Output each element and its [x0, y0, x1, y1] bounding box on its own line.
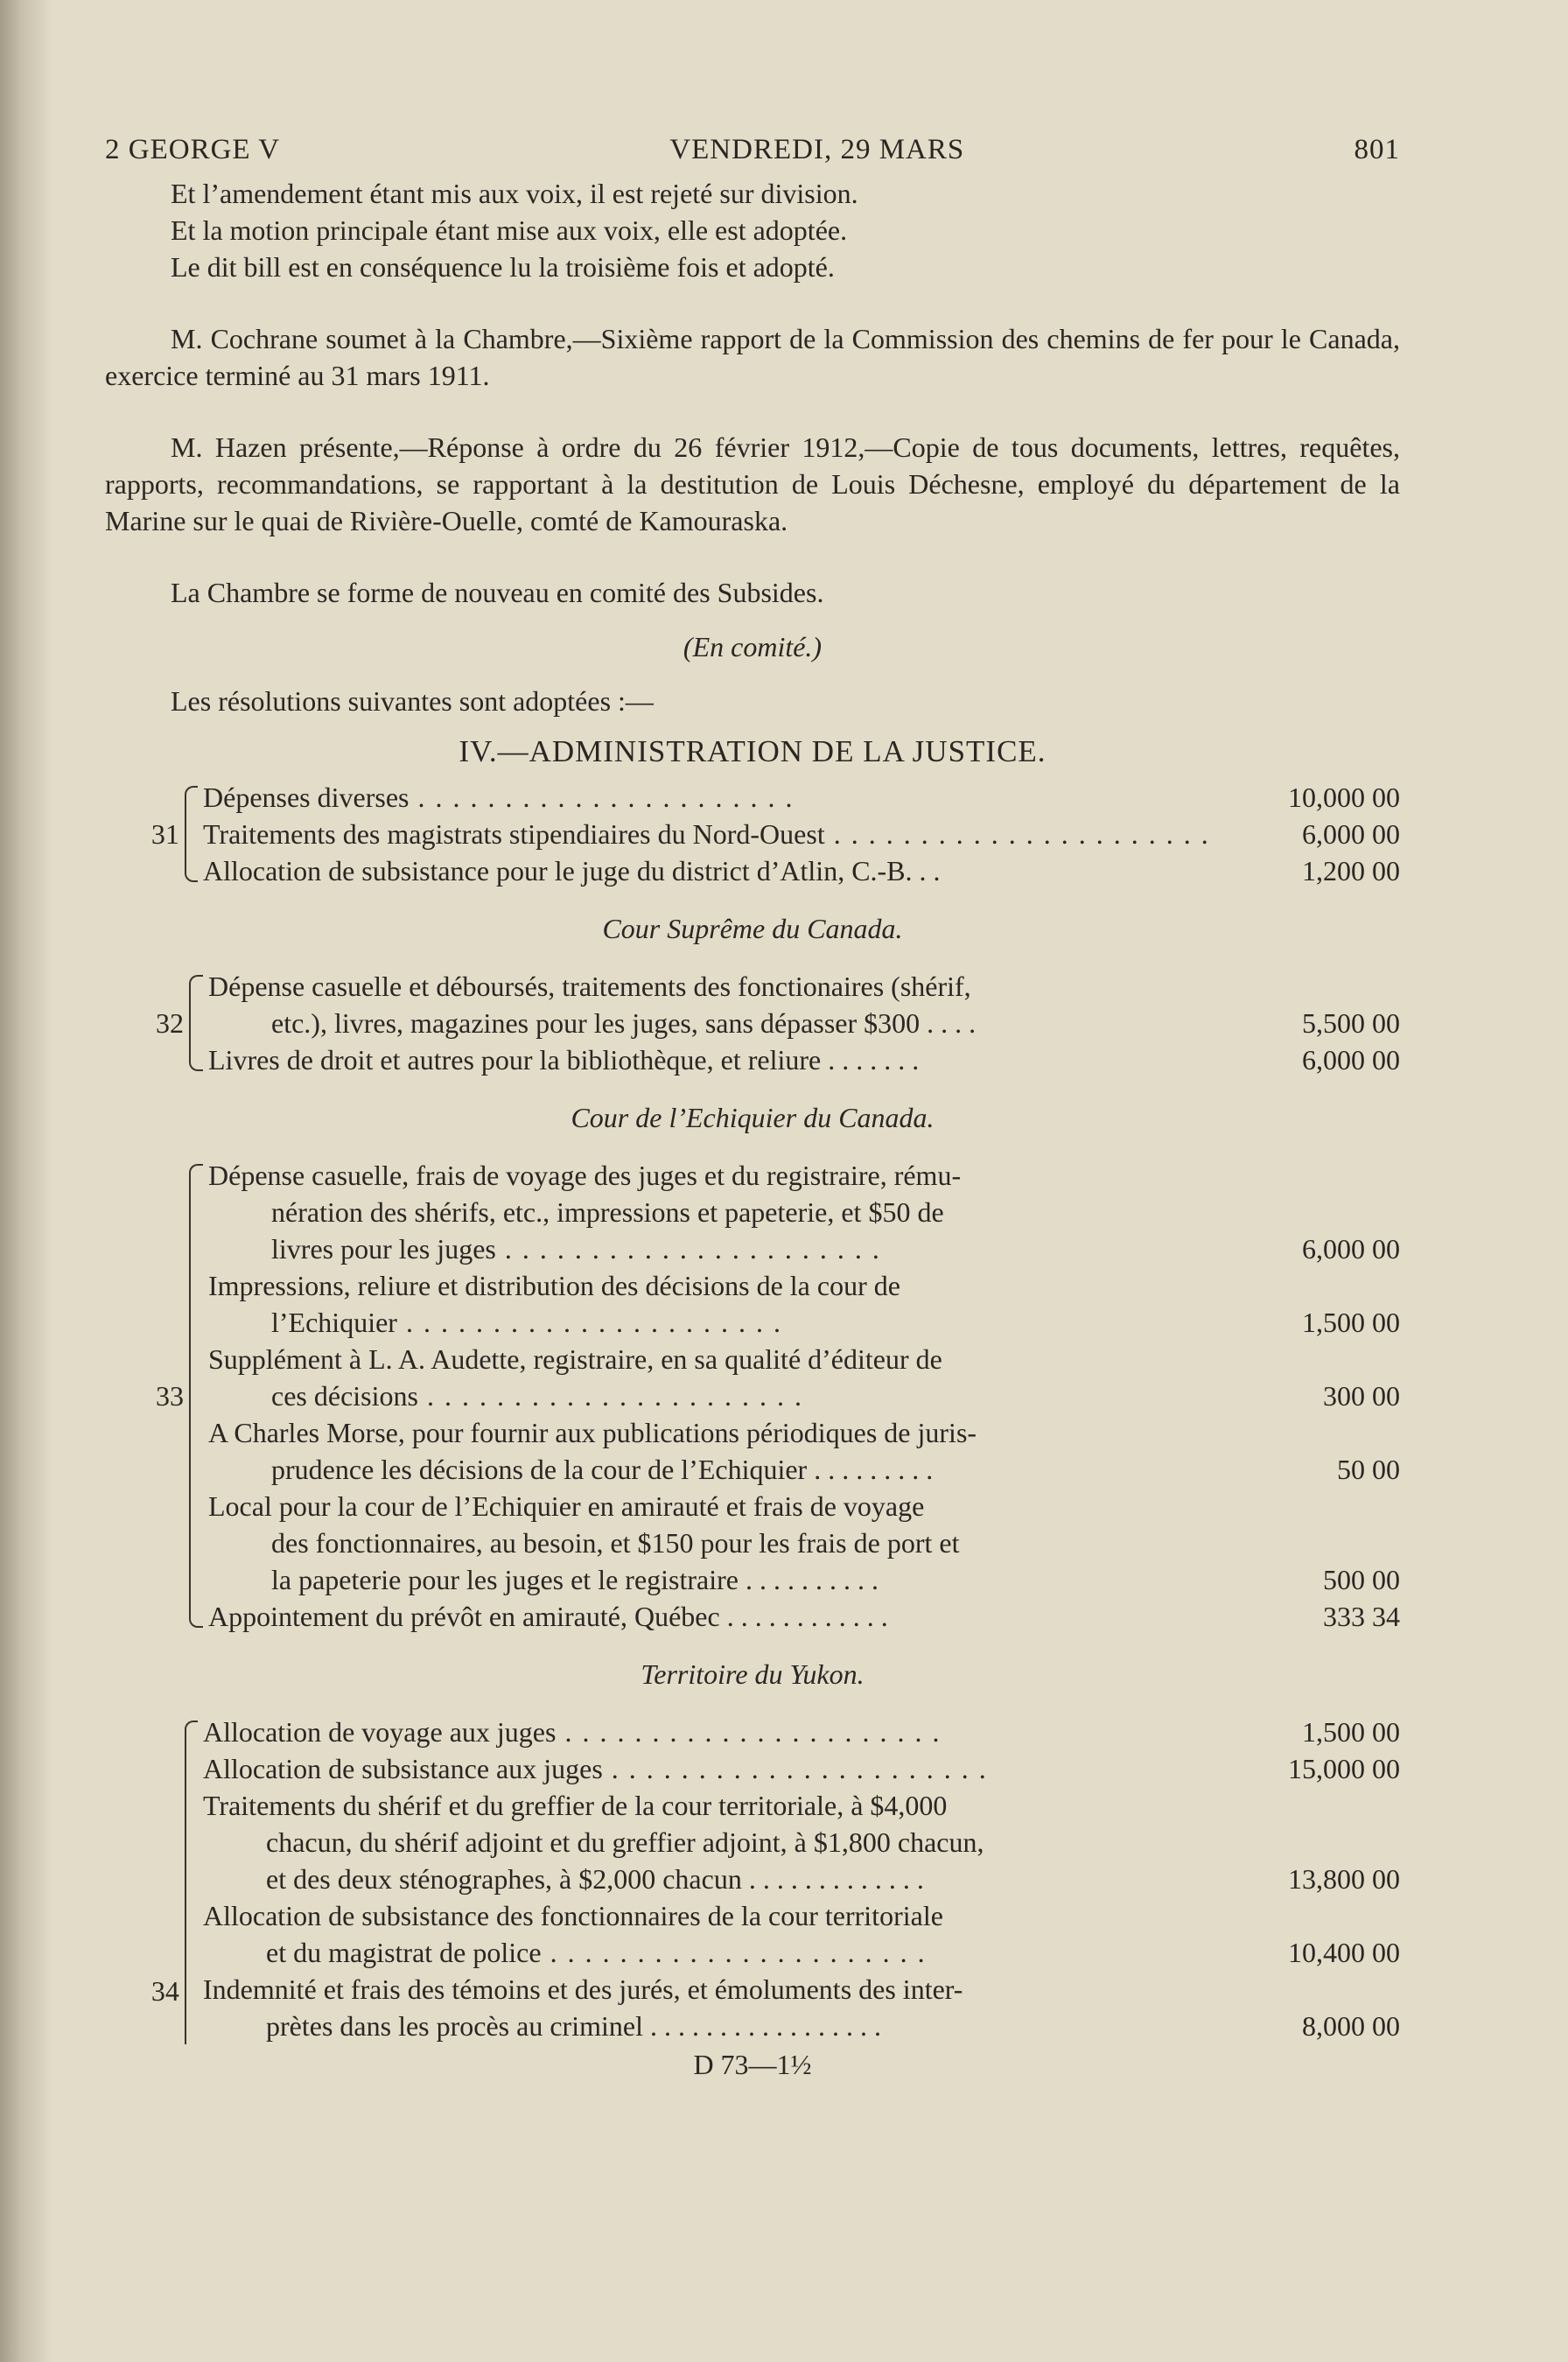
amount: 10,000 00: [1288, 781, 1400, 813]
brace: [189, 975, 203, 1071]
para1-line3: Le dit bill est en conséquence lu la troisième fois et adopté.: [171, 251, 835, 283]
group-34: [105, 1714, 1400, 2044]
subheading-cour-supreme: Cour Suprême du Canada.: [602, 913, 903, 944]
group-number: 31: [150, 818, 179, 850]
amount: 50 00: [1337, 1454, 1400, 1485]
para-comite: La Chambre se forme de nouveau en comité des Subsides.: [171, 577, 824, 608]
amount: 333 34: [1323, 1601, 1400, 1632]
amount: 6,000 00: [1302, 1233, 1400, 1265]
subheading-yukon: Territoire du Yukon.: [640, 1658, 864, 1690]
list-item: Traitements du shérif et du greffier de la cour territoriale, à $4,000 chacun, du shérif adjoint et du greffier adjoint, à $1,800 chacun, et des deux sténographes, à $2,000 chacun . . . . . . . . . . . . . 13,800 00: [203, 1787, 1400, 1897]
group-number: 32: [156, 1007, 184, 1039]
subheading-cour-echiquier: Cour de l’Echiquier du Canada.: [570, 1102, 934, 1133]
amount: 5,500 00: [1302, 1007, 1400, 1039]
amount: 8,000 00: [1302, 2010, 1400, 2042]
para-cochrane: M. Cochrane soumet à la Chambre,—Sixième rapport de la Commission des chemins de fer pour le Canada, exercice terminé au 31 mars 1911.: [105, 323, 1400, 391]
amount: 13,800 00: [1288, 1863, 1400, 1895]
amount: 1,500 00: [1302, 1307, 1400, 1338]
list-item: Supplément à L. A. Audette, registraire, en sa qualité d’éditeur de ces décisions . . . 300 00: [208, 1341, 1400, 1414]
amount: 6,000 00: [1302, 818, 1400, 850]
group-33: [105, 1157, 1400, 1635]
brace: [189, 1164, 203, 1628]
para-resolutions: Les résolutions suivantes sont adoptées :—: [171, 685, 654, 717]
list-item: Local pour la cour de l’Echiquier en amirauté et frais de voyage des fonctionnaires, au besoin, et $150 pour les frais de port et la papeterie pour les juges et le registraire . . . . . . . . . . 500 00: [208, 1488, 1400, 1598]
group-32: [105, 968, 1400, 1078]
list-item: Dépense casuelle, frais de voyage des juges et du registraire, rému- nération des shérifs, etc., impressions et papeterie, et $50 de livres pour les juges . . . 6,000 00: [208, 1157, 1400, 1267]
amount: 15,000 00: [1288, 1753, 1400, 1784]
document-page: [105, 131, 1400, 2083]
group-number: 34: [150, 1975, 179, 2007]
group-number: 33: [156, 1380, 184, 1412]
list-item: Livres de droit et autres pour la bibliothèque, et reliure . . . . . . . 6,000 00: [208, 1041, 1400, 1078]
para1-line1: Et l’amendement étant mis aux voix, il est rejeté sur division.: [171, 178, 858, 209]
list-item: Traitements des magistrats stipendiaires du Nord-Ouest . . . 6,000 00: [203, 816, 1400, 852]
section-title: IV.—ADMINISTRATION DE LA JUSTICE.: [458, 734, 1046, 768]
list-item: Indemnité et frais des témoins et des jurés, et émoluments des inter- prètes dans les procès au criminel . . . . . . . . . . . . . . . . . 8,000 00: [203, 1971, 1400, 2044]
brace: [185, 1721, 198, 2044]
header-center: VENDREDI, 29 MARS: [669, 134, 965, 165]
list-item: Appointement du prévôt en amirauté, Québec . . . . . . . . . . . . 333 34: [208, 1598, 1400, 1635]
list-item: Allocation de subsistance pour le juge du district d’Atlin, C.-B. . . 1,200 00: [203, 852, 1400, 889]
para-hazen: M. Hazen présente,—Réponse à ordre du 26 février 1912,—Copie de tous documents, lettres, requêtes, rapports, recommandations, se rapportant à la destitution de Louis Déchesne, employé du département de la Marine sur le quai de Rivière-Ouelle, comté de Kamouraska.: [105, 431, 1400, 536]
group-31: [105, 779, 1400, 889]
list-item: Impressions, reliure et distribution des décisions de la cour de l’Echiquier . . . 1,500 00: [208, 1267, 1400, 1341]
amount: 1,200 00: [1302, 855, 1400, 887]
list-item: Allocation de subsistance aux juges . . . 15,000 00: [203, 1750, 1400, 1787]
amount: 1,500 00: [1302, 1716, 1400, 1748]
list-item: Allocation de subsistance des fonctionnaires de la cour territoriale et du magistrat de police . . . 10,400 00: [203, 1897, 1400, 1971]
list-item: A Charles Morse, pour fournir aux publications périodiques de juris- prudence les décisions de la cour de l’Echiquier . . . . . . . . . 50 00: [208, 1414, 1400, 1488]
amount: 300 00: [1323, 1380, 1400, 1412]
amount: 6,000 00: [1302, 1044, 1400, 1076]
list-item: Dépenses diverses . . . 10,000 00: [203, 779, 1400, 816]
amount: 10,400 00: [1288, 1937, 1400, 1968]
para1-line2: Et la motion principale étant mise aux voix, elle est adoptée.: [171, 214, 848, 246]
page-footer-signature: D 73—1½: [693, 2049, 812, 2080]
brace: [185, 786, 198, 882]
page-binding-edge: [0, 0, 52, 2362]
header-left: 2 GEORGE V: [105, 134, 281, 165]
page-header: [105, 131, 1400, 175]
list-item: Dépense casuelle et déboursés, traitements des fonctionaires (shérif, etc.), livres, magazines pour les juges, sans dépasser $300 . . . . 5,500 00: [208, 968, 1400, 1041]
en-comite: (En comité.): [682, 631, 822, 662]
list-item: Allocation de voyage aux juges . . . 1,500 00: [203, 1714, 1400, 1750]
header-page-number: 801: [1354, 134, 1400, 165]
amount: 500 00: [1323, 1564, 1400, 1595]
